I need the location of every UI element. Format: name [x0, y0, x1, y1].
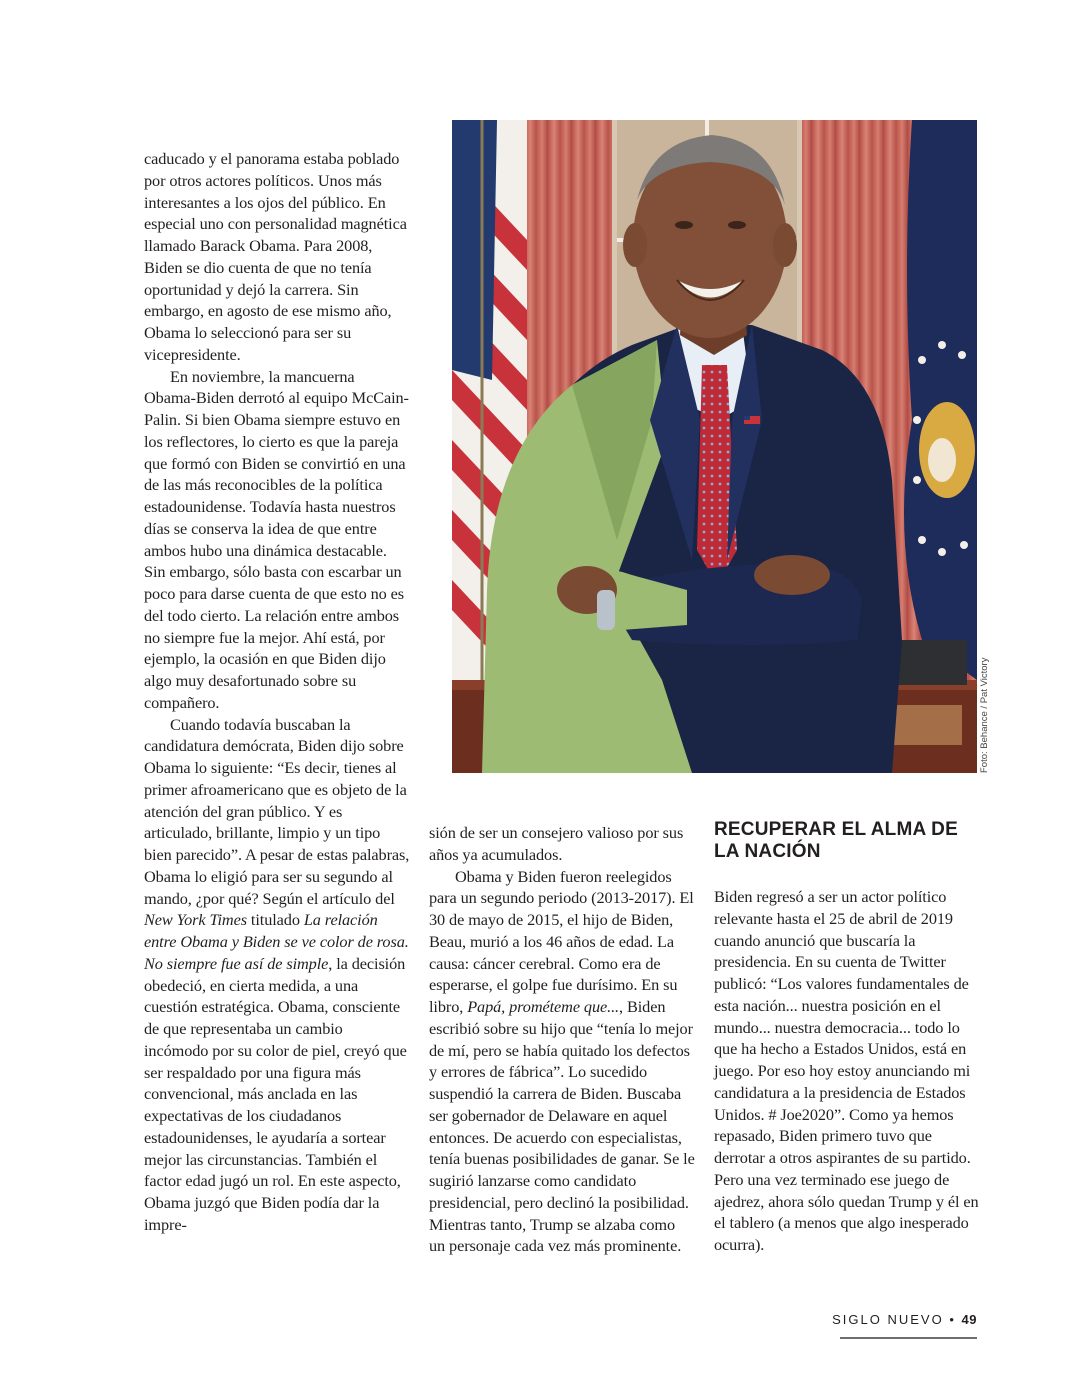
- paragraph-text: titulado: [246, 910, 304, 930]
- paragraph: sión de ser un consejero valioso por sus años ya acumulados.: [429, 823, 684, 864]
- paragraph: caducado y el panorama estaba poblado por otros actores políticos. Unos más interesantes a los ojos del público. En especial uno con personalidad magnética llamado Barack Obama. Para 2008, Biden se dio cuenta de que no tenía oportunidad y dejó la carrera. Sin embargo, en agosto de ese mismo año, Obama lo seleccionó para ser su vicepresidente.: [144, 149, 407, 364]
- article-column-1: [144, 148, 410, 1236]
- section-heading: RECUPERAR EL ALMA DE LA NACIÓN: [714, 819, 958, 862]
- footer-rule: [840, 1337, 977, 1339]
- paragraph: Biden regresó a ser un actor político relevante hasta el 25 de abril de 2019 cuando anunció que buscaría la presidencia. En su cuenta de Twitter publicó: “Los valores fundamentales de esta nación... nuestra posición en el mundo... nuestra democracia... todo lo que ha hecho a Estados Unidos, está en juego. Por eso hoy estoy anunciando mi candidatura a la presidencia de Estados Unidos. # Joe2020”. Como ya hemos repasado, Biden primero tuvo que derrotar a otros aspirantes de su partido. Pero una vez terminado ese juego de ajedrez, ahora sólo quedan Trump y él en el tablero (a menos que algo inesperado ocurra).: [714, 887, 979, 1254]
- portrait-illustration: [452, 120, 977, 773]
- paragraph-text: , la decisión obedeció, en cierta medida, a una cuestión estratégica. Obama, consciente de que representaba un cambio incómodo por su color de piel, creyó que ser respaldado por una figura más convencional, más anclada en las expectativas de los ciudadanos estadounidenses, le ayudaría a sortear mejor las circunstancias. También el factor edad jugó un rol. En este aspecto, Obama juzgó que Biden podía dar la impre-: [144, 953, 407, 1234]
- footer-separator: •: [949, 1312, 956, 1327]
- page-number: 49: [961, 1312, 977, 1327]
- photo-credit: Foto: Behance / Pat Victory: [979, 657, 990, 773]
- paragraph-text: Obama y Biden fueron reelegidos para un segundo periodo (2013-2017). El 30 de mayo de 2015, el hijo de Biden, Beau, murió a los 46 años de edad. La causa: cáncer cerebral. Como era de esperarse, el golpe fue durísimo. En su libro,: [429, 866, 694, 1016]
- portrait-photo: [452, 120, 977, 773]
- paragraph-text: Cuando todavía buscaban la candidatura demócrata, Biden dijo sobre Obama lo siguiente: “Es decir, tienes al primer afroamericano que es objeto de la atención del gran público. Y es articulado, brillante, limpio y un tipo bien parecido”. A pesar de estas palabras, Obama lo eligió para ser su segundo al mando, ¿por qué? Según el artículo del: [144, 714, 410, 908]
- article-title-reference: La relación entre Obama y Biden se ve color de rosa. No siempre fue así de simple: [144, 910, 409, 973]
- paragraph: [429, 866, 695, 1258]
- book-title: Papá, prométeme que...: [467, 997, 620, 1016]
- source-name: New York Times: [144, 910, 247, 930]
- paragraph: En noviembre, la mancuerna Obama-Biden derrotó al equipo McCain-Palin. Si bien Obama siempre estuvo en los reflectores, lo cierto es que la pareja que formó con Biden se convirtió en una de las más reconocibles de la política estadounidense. Todavía hasta nuestros días se conserva la idea de que entre ambos hubo una dinámica destacable. Sin embargo, sólo basta con escarbar un poco para darse cuenta de que esto no es del todo cierto. La relación entre ambos no siempre fue la mejor. Ahí está, por ejemplo, la ocasión en que Biden dijo algo muy desafortunado sobre su compañero.: [144, 366, 409, 712]
- magazine-name: SIGLO NUEVO: [832, 1312, 944, 1327]
- paragraph: [144, 714, 410, 1236]
- page-footer: [830, 1312, 977, 1327]
- article-column-3: [714, 819, 980, 1256]
- paragraph-text: , Biden escribió sobre su hijo que “tenía lo mejor de mí, pero se había quitado los defectos y errores de fábrica”. Lo sucedido suspendió la carrera de Biden. Buscaba ser gobernador de Delaware en aquel entonces. De acuerdo con especialistas, tenía buenas posibilidades de ganar. Se le sugirió lanzarse como candidato presidencial, pero declinó la posibilidad. Mientras tanto, Trump se alzaba como un personaje cada vez más prominente.: [429, 997, 695, 1256]
- presidential-flag: [904, 120, 977, 680]
- article-column-2: [429, 822, 695, 1257]
